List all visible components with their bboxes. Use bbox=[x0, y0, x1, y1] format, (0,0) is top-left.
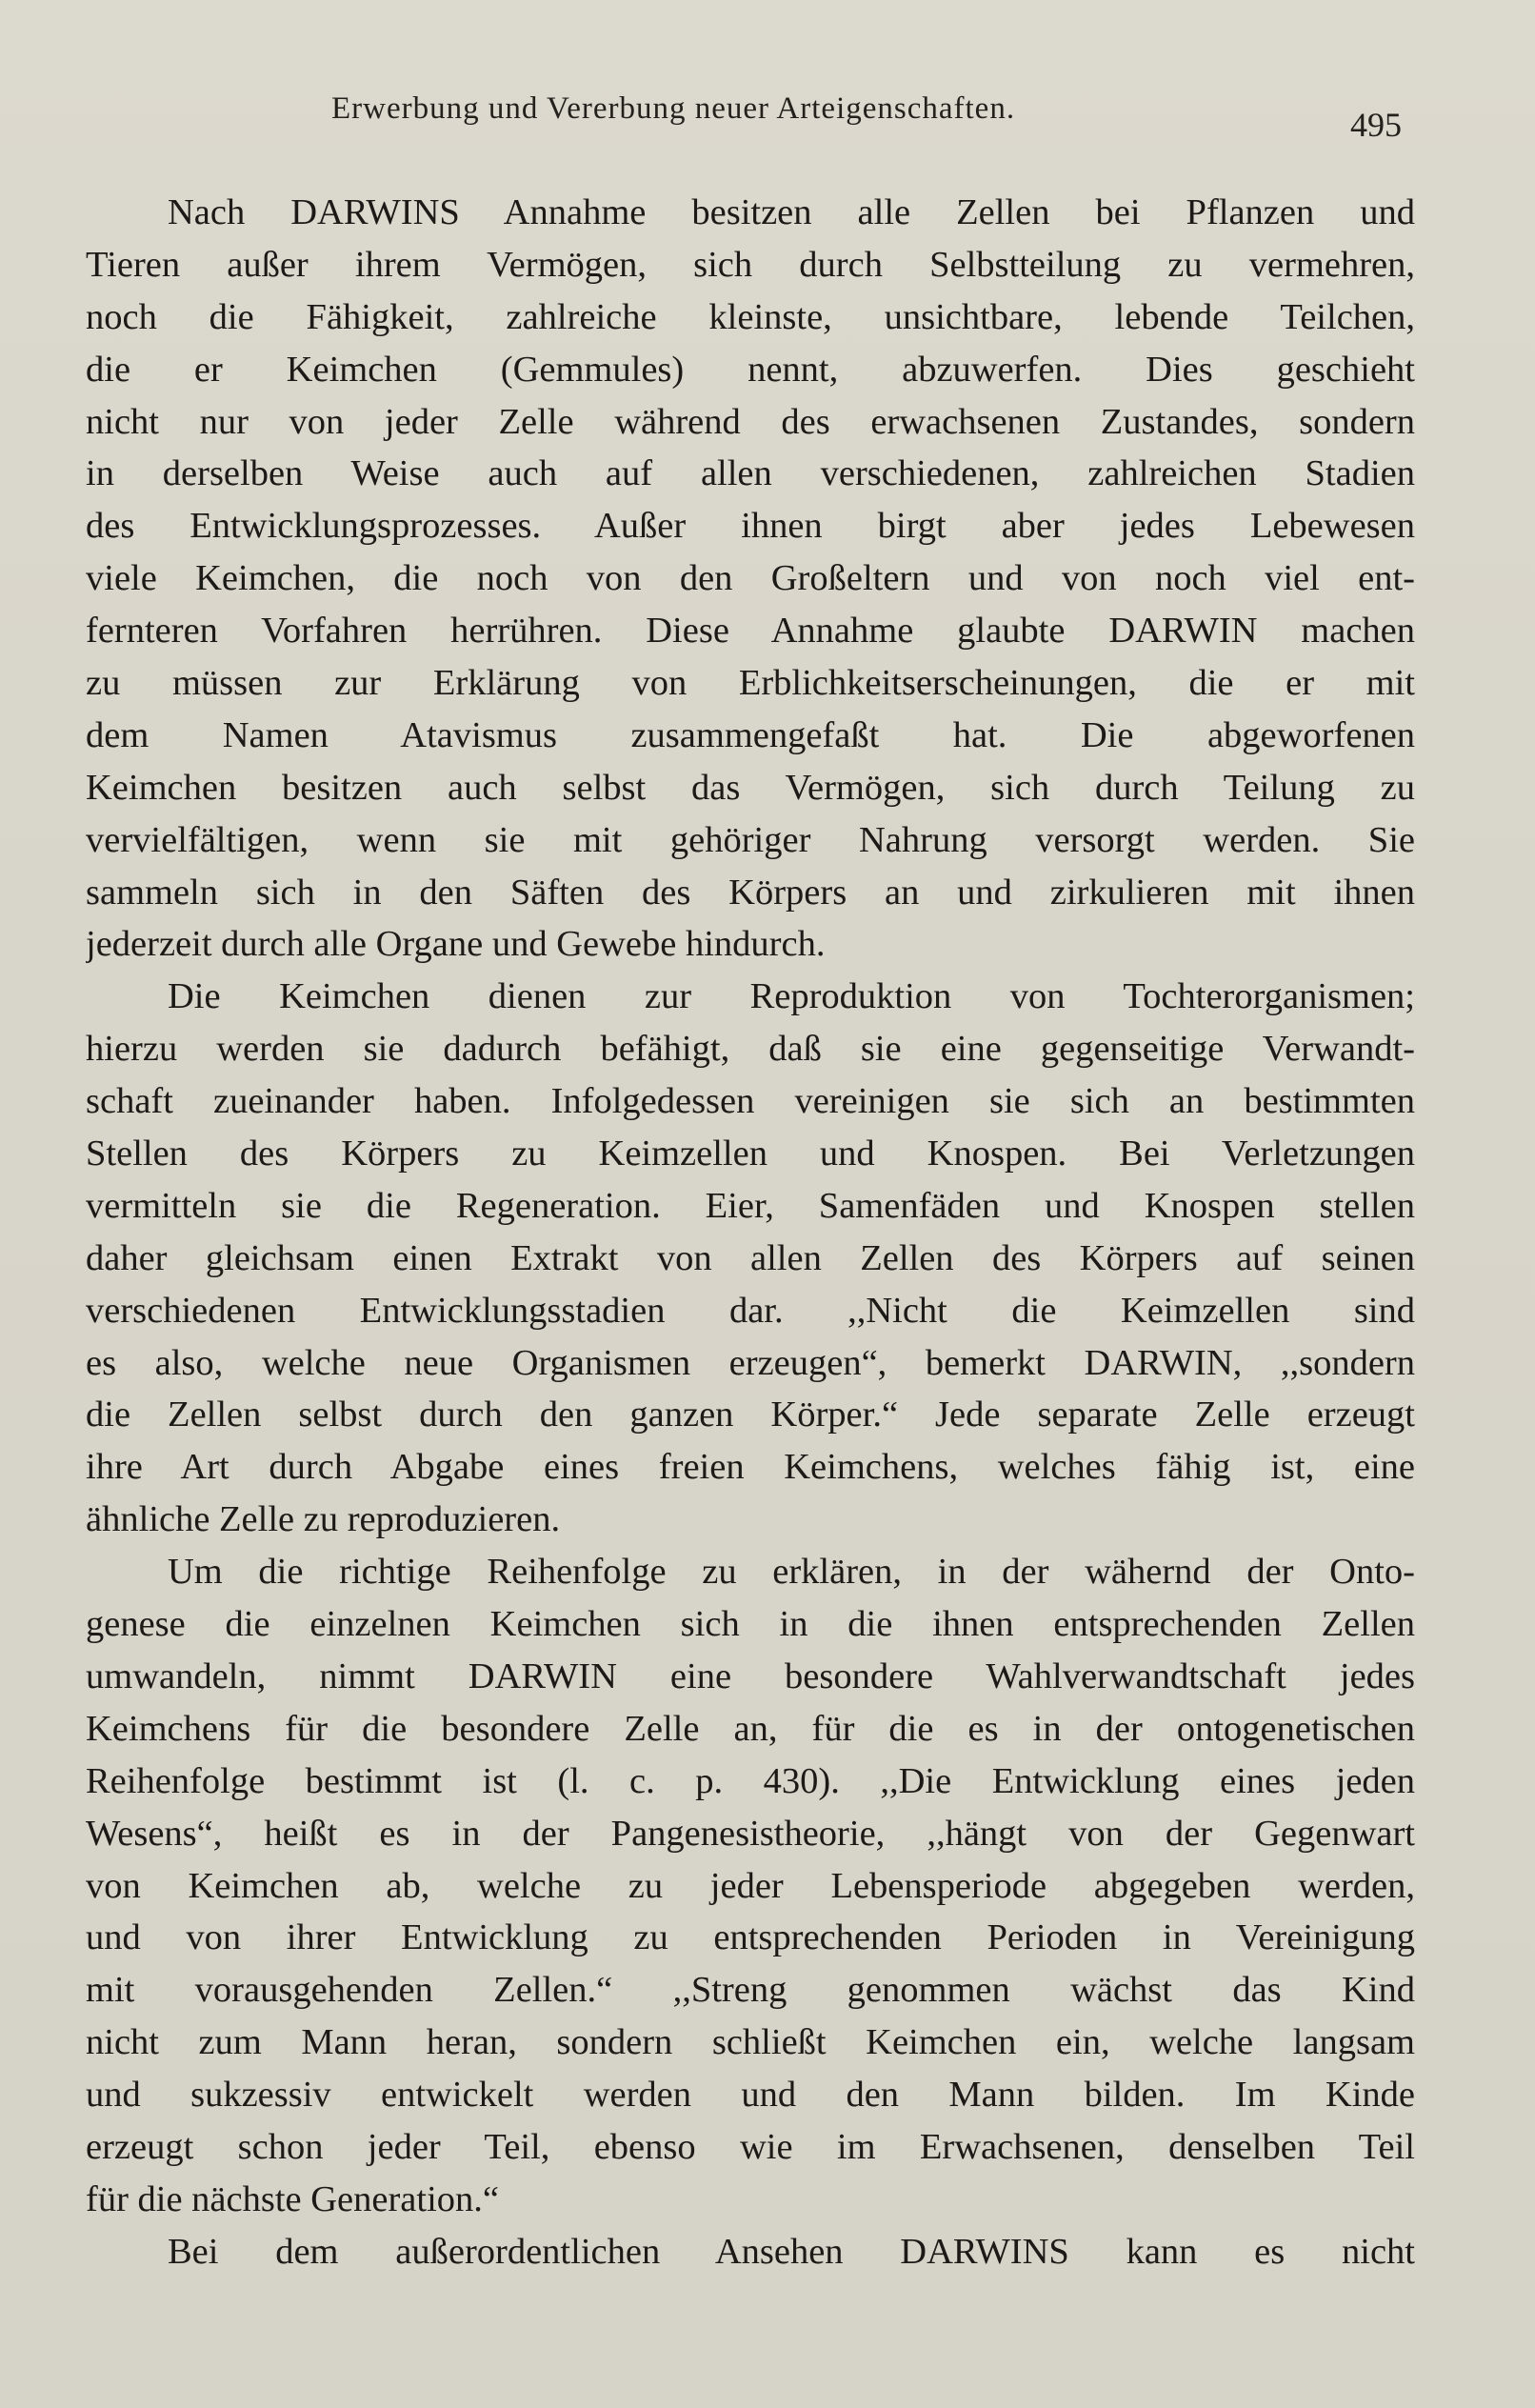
text-line: mit vorausgehenden Zellen.“ ,,Streng genommen wächst das Kind bbox=[86, 1970, 1415, 2011]
text-line: noch die Fähigkeit, zahlreiche kleinste, unsichtbare, lebende Teilchen, bbox=[86, 296, 1415, 337]
text-line: zu müssen zur Erklärung von Erblichkeitserscheinungen, die er mit bbox=[86, 663, 1415, 704]
text-line: viele Keimchen, die noch von den Großeltern und von noch viel ent- bbox=[86, 558, 1415, 599]
text-line: vermitteln sie die Regeneration. Eier, Samenfäden und Knospen stellen bbox=[86, 1185, 1415, 1226]
text-line: hierzu werden sie dadurch befähigt, daß sie eine gegenseitige Verwandt- bbox=[86, 1029, 1415, 1070]
text-line: und von ihrer Entwicklung zu entsprechenden Perioden in Vereinigung bbox=[86, 1917, 1415, 1958]
running-head bbox=[0, 91, 1535, 149]
text-line: erzeugt schon jeder Teil, ebenso wie im Erwachsenen, denselben Teil bbox=[86, 2126, 1415, 2167]
text-line: genese die einzelnen Keimchen sich in die ihnen entsprechenden Zellen bbox=[86, 1604, 1415, 1645]
text-line: fernteren Vorfahren herrühren. Diese Annahme glaubte DARWIN machen bbox=[86, 611, 1415, 652]
text-line: Die Keimchen dienen zur Reproduktion von Tochterorganismen; bbox=[168, 976, 1415, 1017]
running-title: Erwerbung und Vererbung neuer Arteigenschaften. bbox=[331, 91, 1016, 126]
text-line: es also, welche neue Organismen erzeugen“, bemerkt DARWIN, ,,sondern bbox=[86, 1342, 1415, 1383]
text-line: ähnliche Zelle zu reproduzieren. bbox=[86, 1499, 561, 1540]
text-line: Bei dem außerordentlichen Ansehen DARWINS kann es nicht bbox=[168, 2231, 1415, 2272]
text-line: jederzeit durch alle Organe und Gewebe hindurch. bbox=[86, 924, 826, 965]
text-line: in derselben Weise auch auf allen verschiedenen, zahlreichen Stadien bbox=[86, 453, 1415, 494]
text-line: Wesens“, heißt es in der Pangenesistheorie, ,,hängt von der Gegenwart bbox=[86, 1813, 1415, 1854]
text-line: verschiedenen Entwicklungsstadien dar. ,,Nicht die Keimzellen sind bbox=[86, 1290, 1415, 1331]
text-line: Keimchens für die besondere Zelle an, für die es in der ontogenetischen bbox=[86, 1708, 1415, 1749]
text-line: schaft zueinander haben. Infolgedessen vereinigen sie sich an bestimmten bbox=[86, 1081, 1415, 1122]
text-line: und sukzessiv entwickelt werden und den Mann bilden. Im Kinde bbox=[86, 2075, 1415, 2116]
text-line: nicht zum Mann heran, sondern schließt Keimchen ein, welche langsam bbox=[86, 2022, 1415, 2063]
text-line: vervielfältigen, wenn sie mit gehöriger Nahrung versorgt werden. Sie bbox=[86, 819, 1415, 860]
text-line: die er Keimchen (Gemmules) nennt, abzuwerfen. Dies geschieht bbox=[86, 349, 1415, 390]
text-line: ihre Art durch Abgabe eines freien Keimchens, welches fähig ist, eine bbox=[86, 1447, 1415, 1488]
text-line: daher gleichsam einen Extrakt von allen Zellen des Körpers auf seinen bbox=[86, 1237, 1415, 1278]
text-line: Keimchen besitzen auch selbst das Vermögen, sich durch Teilung zu bbox=[86, 767, 1415, 808]
body-text bbox=[86, 187, 1415, 2278]
text-line: Tieren außer ihrem Vermögen, sich durch Selbstteilung zu vermehren, bbox=[86, 244, 1415, 285]
text-line: sammeln sich in den Säften des Körpers an und zirkulieren mit ihnen bbox=[86, 872, 1415, 913]
text-line: für die nächste Generation.“ bbox=[86, 2178, 499, 2219]
text-line: des Entwicklungsprozesses. Außer ihnen birgt aber jedes Lebewesen bbox=[86, 506, 1415, 547]
page-number: 495 bbox=[1350, 106, 1402, 144]
text-line: umwandeln, nimmt DARWIN eine besondere Wahlverwandtschaft jedes bbox=[86, 1656, 1415, 1696]
text-line: Reihenfolge bestimmt ist (l. c. p. 430). ,,Die Entwicklung eines jeden bbox=[86, 1760, 1415, 1801]
text-line: die Zellen selbst durch den ganzen Körper.“ Jede separate Zelle erzeugt bbox=[86, 1395, 1415, 1435]
text-line: Nach DARWINS Annahme besitzen alle Zellen bei Pflanzen und bbox=[168, 192, 1415, 232]
text-line: von Keimchen ab, welche zu jeder Lebensperiode abgegeben werden, bbox=[86, 1865, 1415, 1906]
text-line: nicht nur von jeder Zelle während des erwachsenen Zustandes, sondern bbox=[86, 401, 1415, 442]
text-line: Stellen des Körpers zu Keimzellen und Knospen. Bei Verletzungen bbox=[86, 1134, 1415, 1174]
text-line: dem Namen Atavismus zusammengefaßt hat. Die abgeworfenen bbox=[86, 714, 1415, 755]
text-line: Um die richtige Reihenfolge zu erklären, in der wähernd der Onto- bbox=[168, 1552, 1415, 1593]
